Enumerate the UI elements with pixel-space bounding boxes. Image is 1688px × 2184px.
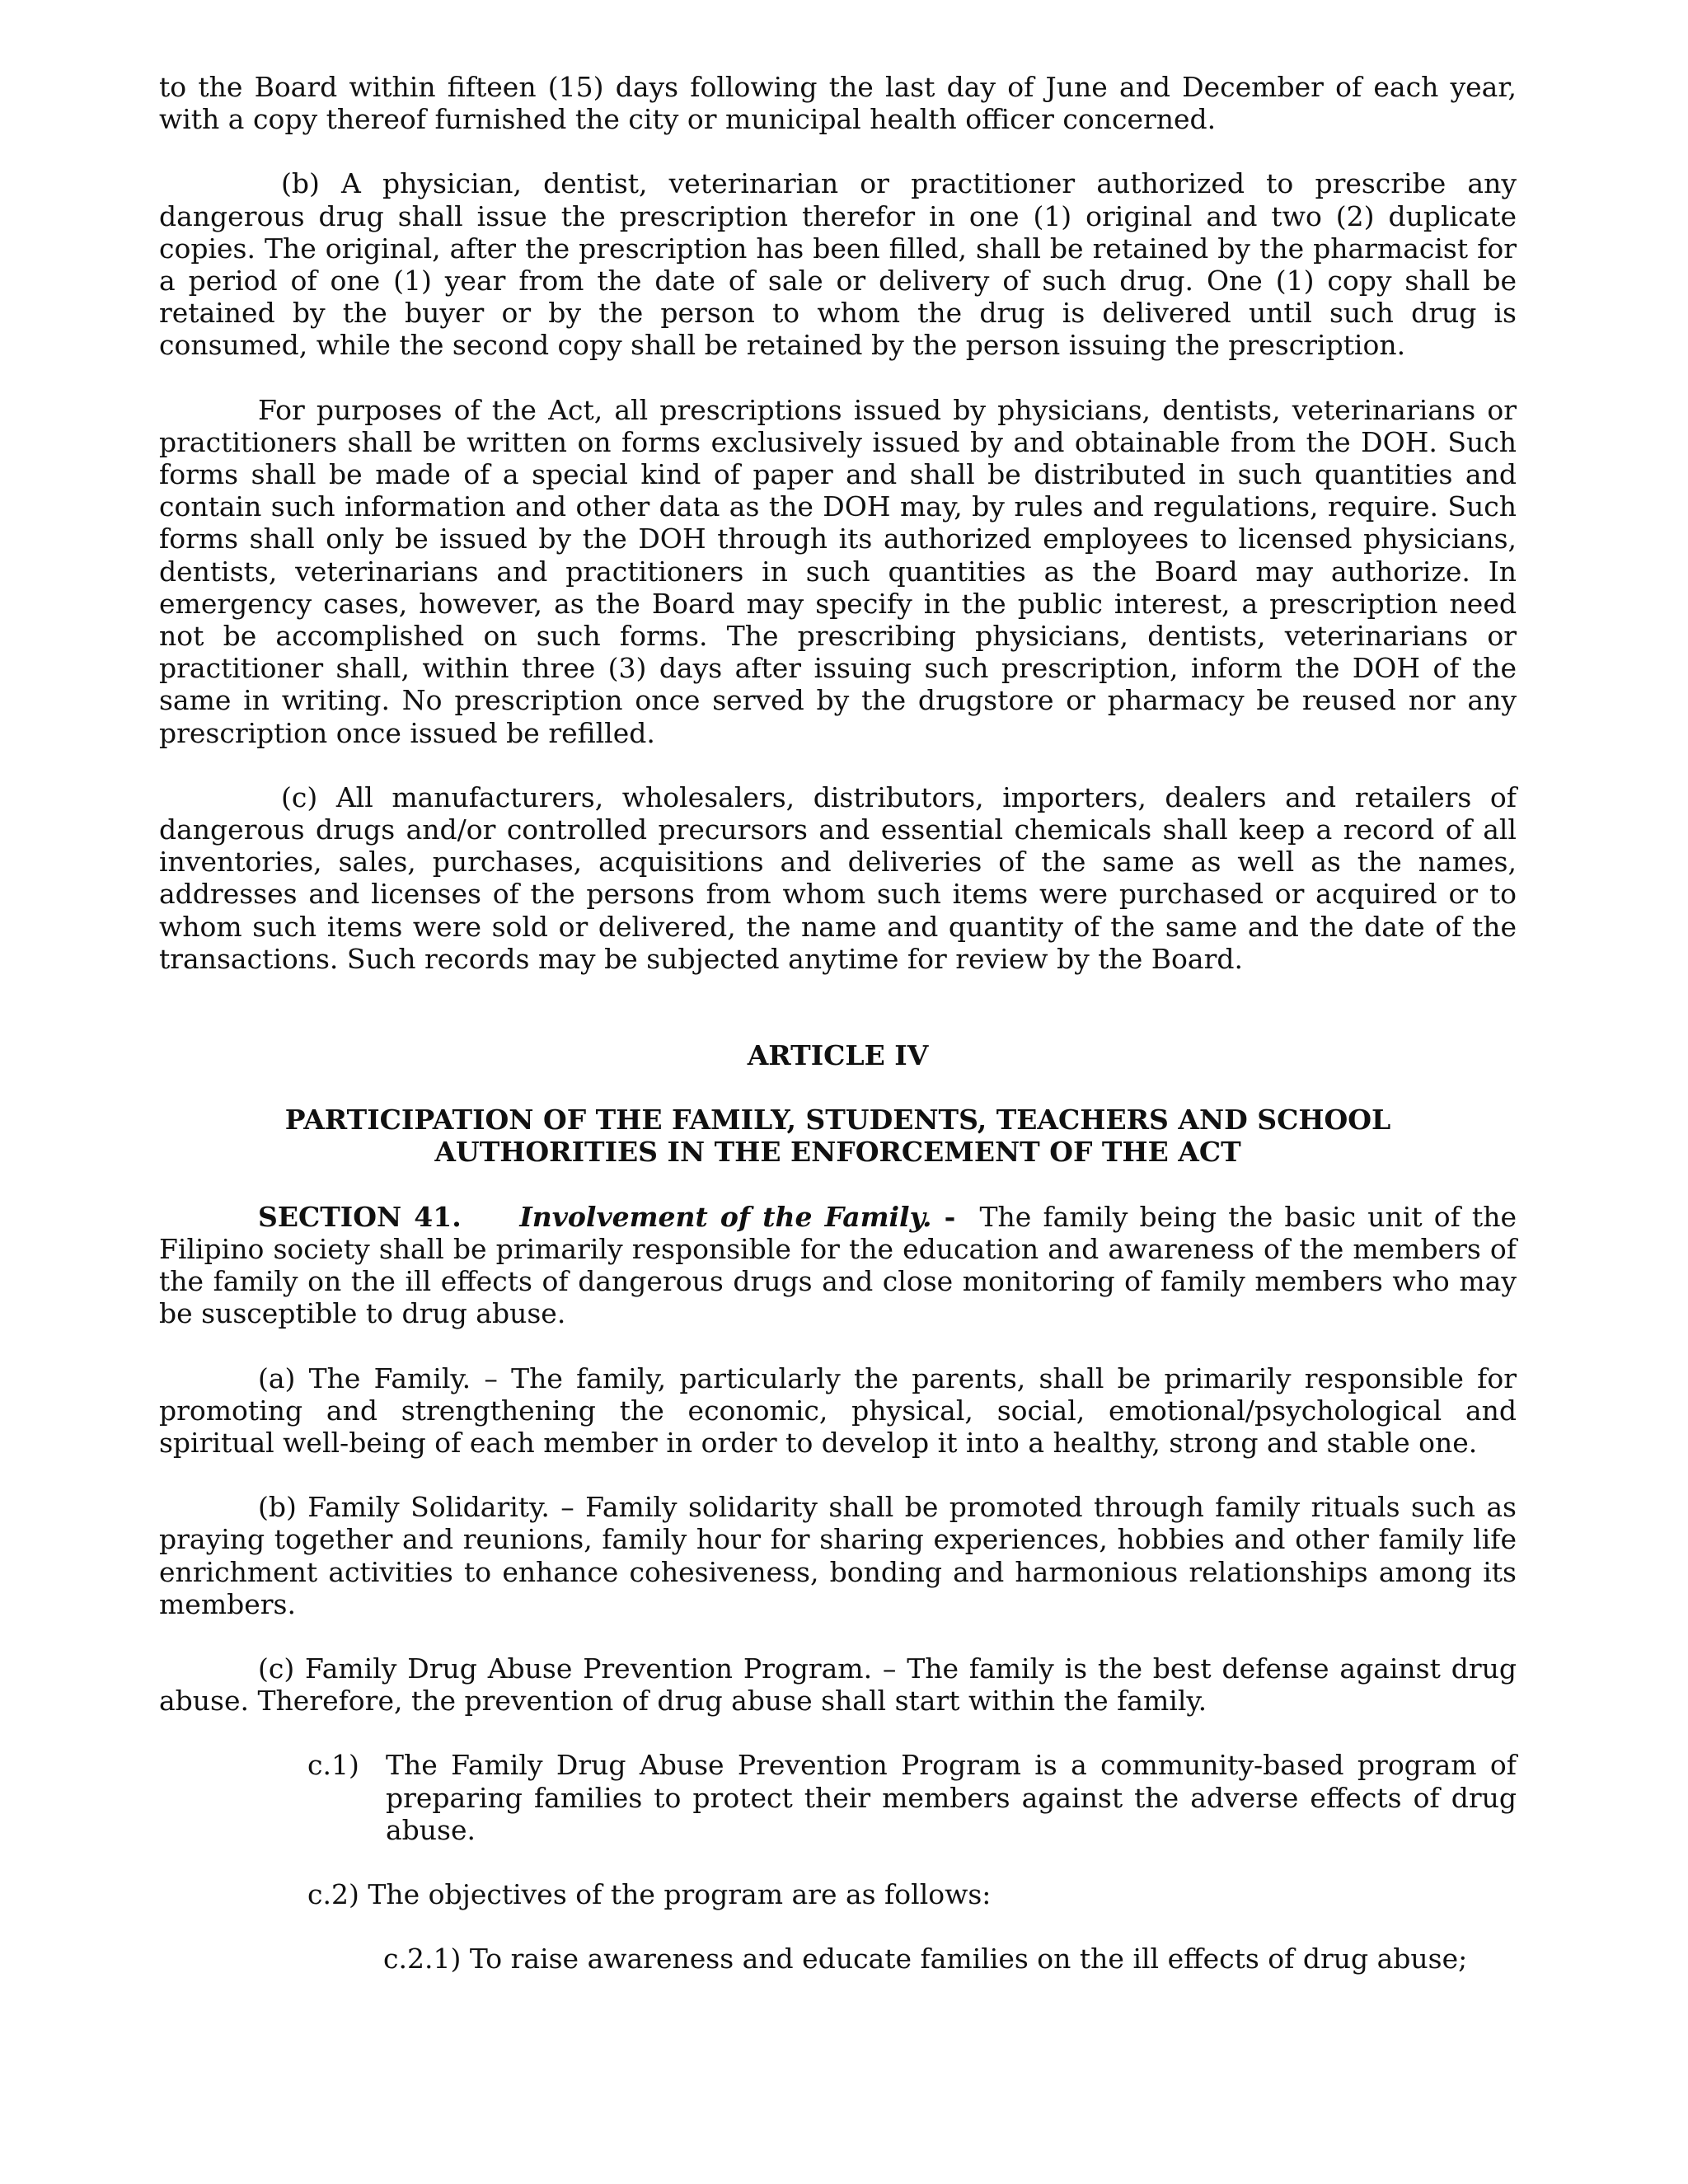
paragraph-continuation: to the Board within fifteen (15) days following the last day of June and December of each year, with a copy thereof furnished the city or municipal health officer concerned. <box>159 71 1517 136</box>
section-dash: - <box>931 1200 968 1233</box>
paragraph-c-records: (c) All manufacturers, wholesalers, distributors, importers, dealers and retailers of dangerous drugs and/or controlled precursors and essential chemicals shall keep a record of all inventories, sales, purchases, acquisitions and deliveries of the same as well as the names, addresses and licenses of the persons from whom such items were purchased or acquired or to whom such items were sold or delivered, the name and quantity of the same and the date of the transactions. Such records may be subjected anytime for review by the Board. <box>159 780 1517 975</box>
section-number: SECTION 41. <box>258 1200 462 1233</box>
section-text: The family being the basic unit of the Filipino society shall be primarily responsible for the education and awareness of the members of the family on the ill effects of dangerous drugs and close monitoring of family members who may be susceptible to drug abuse. <box>159 1200 1517 1330</box>
article-heading: ARTICLE IV <box>747 1039 929 1072</box>
paragraph-b-prescription: (b) A physician, dentist, veterinarian or practitioner authorized to prescribe any dangerous drug shall issue the prescription therefor in one (1) original and two (2) duplicate copies. The original, after the prescription has been filled, shall be retained by the pharmacist for a period of one (1) year from the date of sale or delivery of such drug. One (1) copy shall be retained by the buyer or by the person to whom the drug is delivered until such drug is consumed, while the second copy shall be retained by the person issuing the prescription. <box>159 167 1517 362</box>
item-a-family: (a) The Family. – The family, particularly the parents, shall be primarily responsible for promoting and strengthening the economic, physical, social, emotional/psychological and spiritual well-being of each member in order to develop it into a healthy, strong and stable one. <box>159 1361 1517 1459</box>
article-subheading-line1: PARTICIPATION OF THE FAMILY, STUDENTS, TEACHERS AND SCHOOL <box>284 1104 1391 1137</box>
list-item-c1 <box>307 1749 1517 1846</box>
item-c-prevention-program: (c) Family Drug Abuse Prevention Program. – The family is the best defense against drug abuse. Therefore, the prevention of drug abuse shall start within the family. <box>159 1652 1517 1718</box>
article-subheading <box>159 1104 1517 1168</box>
list-text-c1: The Family Drug Abuse Prevention Program is a community-based program of preparing families to protect their members against the adverse effects of drug abuse. <box>386 1749 1517 1846</box>
paragraph-prescription-forms: For purposes of the Act, all prescriptions issued by physicians, dentists, veterinarians or practitioners shall be written on forms exclusively issued by and obtainable from the DOH. Such forms shall be made of a special kind of paper and shall be distributed in such quantities and contain such information and other data as the DOH may, by rules and regulations, require. Such forms shall only be issued by the DOH through its authorized employees to licensed physicians, dentists, veterinarians and practitioners in such quantities as the Board may authorize. In emergency cases, however, as the Board may specify in the public interest, a prescription need not be accomplished on such forms. The prescribing physicians, dentists, veterinarians or practitioner shall, within three (3) days after issuing such prescription, inform the DOH of the same in writing. No prescription once served by the drugstore or pharmacy be reused nor any prescription once issued be refilled. <box>159 393 1517 749</box>
item-b-family-solidarity: (b) Family Solidarity. – Family solidarity shall be promoted through family rituals such as praying together and reunions, family hour for sharing experiences, hobbies and other family life enrichment activities to enhance cohesiveness, bonding and harmonious relationships among its members. <box>159 1491 1517 1620</box>
document-page <box>159 71 1517 1975</box>
article-subheading-line2: AUTHORITIES IN THE ENFORCEMENT OF THE ACT <box>434 1136 1241 1169</box>
list-item-c21: c.2.1) To raise awareness and educate families on the ill effects of drug abuse; <box>383 1943 1468 1975</box>
article-heading-block <box>159 1039 1517 1169</box>
list-label-c1: c.1) <box>307 1749 359 1782</box>
section-title: Involvement of the Family. <box>519 1200 932 1233</box>
list-item-c2: c.2) The objectives of the program are as follows: <box>307 1877 992 1910</box>
section-41-paragraph <box>159 1201 1517 1330</box>
